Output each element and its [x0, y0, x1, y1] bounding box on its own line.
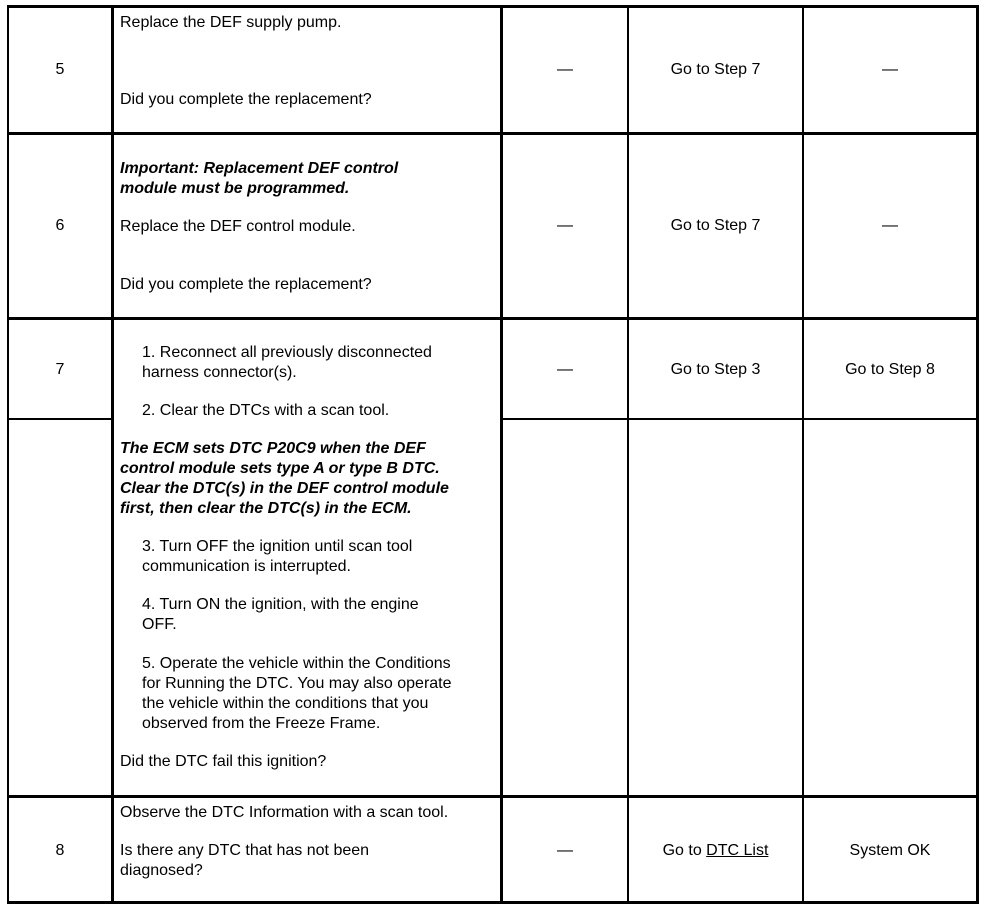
table-border-top — [7, 5, 979, 8]
table-border-right — [976, 5, 979, 904]
step-question: Is there any DTC that has not been — [120, 842, 370, 859]
step-number: 8 — [55, 842, 65, 859]
step-list-item: communication is interrupted. — [142, 558, 351, 575]
step-action: Replace the DEF control module. — [120, 218, 356, 235]
step-list-item: the vehicle within the conditions that you — [142, 695, 429, 712]
important-note: The ECM sets DTC P20C9 when the DEF — [120, 440, 426, 457]
important-note: Important: Replacement DEF control — [120, 160, 399, 177]
step-yes-result: Go to Step 3 — [670, 361, 761, 378]
step-question: Did you complete the replacement? — [120, 276, 372, 293]
important-note: first, then clear the DTC(s) in the ECM. — [120, 500, 412, 517]
step-list-item: 4. Turn ON the ignition, with the engine — [142, 596, 419, 613]
step-action: Observe the DTC Information with a scan tool. — [120, 804, 449, 821]
step-value: — — [557, 361, 573, 378]
step-question: Did the DTC fail this ignition? — [120, 753, 327, 770]
step-yes-result — [629, 841, 802, 861]
column-divider — [500, 5, 503, 904]
row-divider — [7, 132, 979, 135]
step-question: Did you complete the replacement? — [120, 91, 372, 108]
step-question: diagnosed? — [120, 862, 203, 879]
step-no-result: System OK — [849, 842, 931, 859]
row-divider — [7, 795, 979, 798]
step-value: — — [557, 217, 573, 234]
step-number: 6 — [55, 217, 65, 234]
column-divider — [111, 5, 114, 904]
step-no-result: — — [882, 217, 898, 234]
step-yes-prefix: Go to — [662, 842, 707, 859]
row-divider — [7, 317, 979, 320]
step-action: Replace the DEF supply pump. — [120, 14, 342, 31]
important-note: control module sets type A or type B DTC. — [120, 460, 440, 477]
important-note: module must be programmed. — [120, 180, 350, 197]
column-divider — [627, 5, 629, 904]
step-number: 5 — [55, 61, 65, 78]
step-list-item: 5. Operate the vehicle within the Conditions — [142, 655, 451, 672]
step-list-item: for Running the DTC. You may also operate — [142, 675, 452, 692]
row-divider-split-right — [501, 418, 979, 420]
step-no-result: Go to Step 8 — [845, 361, 935, 378]
step-list-item: 1. Reconnect all previously disconnected — [142, 344, 432, 361]
step-list-item: 2. Clear the DTCs with a scan tool. — [142, 402, 390, 419]
important-note: Clear the DTC(s) in the DEF control module — [120, 480, 449, 497]
row-divider-split-left — [7, 418, 113, 420]
step-list-item: observed from the Freeze Frame. — [142, 715, 381, 732]
step-yes-result: Go to Step 7 — [670, 61, 761, 78]
step-yes-result: Go to Step 7 — [670, 217, 761, 234]
step-value: — — [557, 842, 573, 859]
table-border-left — [7, 5, 9, 904]
step-value: — — [557, 61, 573, 78]
column-divider — [802, 5, 804, 904]
step-list-item: 3. Turn OFF the ignition until scan tool — [142, 538, 413, 555]
step-number: 7 — [55, 361, 65, 378]
step-list-item: OFF. — [142, 616, 177, 633]
step-no-result: — — [882, 61, 898, 78]
step-list-item: harness connector(s). — [142, 364, 297, 381]
dtc-list-link[interactable]: DTC List — [706, 842, 769, 859]
table-border-bottom — [7, 901, 979, 904]
